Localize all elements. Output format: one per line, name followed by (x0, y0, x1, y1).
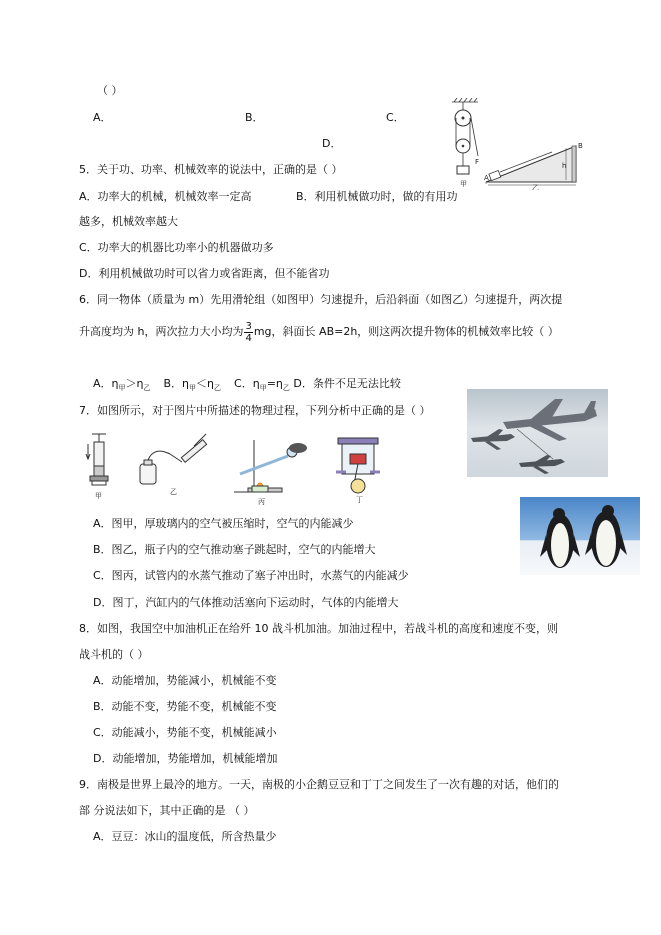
q6-stem: 6．同一物体（质量为 m）先用滑轮组（如图甲）匀速提升，后沿斜面（如图乙）匀速提升，两次提 (79, 293, 563, 306)
fraction-numerator: 3 (245, 320, 252, 332)
label-h: h (562, 162, 567, 170)
q4-paren: （ ） (97, 84, 123, 97)
q6-stem-line2 (79, 320, 559, 344)
incline-caption-yi: 乙 (532, 184, 539, 190)
q6-option-b: B．$\eta_甲<\eta_乙$ (163, 377, 222, 393)
fighter-jet-icon (471, 429, 515, 450)
q5-option-b: B．利用机械做功时，做的有用功 (296, 190, 458, 203)
q7-option-b: B．图乙，瓶子内的空气推动塞子跳起时，空气的内能增大 (93, 543, 376, 556)
q6-options (93, 377, 401, 395)
q7-option-c: C．图丙，试管内的水蒸气推动了塞子冲出时，水蒸气的内能减少 (93, 569, 409, 582)
q5-option-b-continued: 越多，机械效率越大 (79, 215, 178, 228)
q5-option-d: D．利用机械做功时可以省力或省距离，但不能省功 (79, 267, 330, 280)
caption-ding: 丁 (356, 496, 363, 504)
q7-stem: 7．如图所示，对于图片中所描述的物理过程，下列分析中正确的是（ ） (79, 404, 431, 417)
q4-option-d: D． (322, 137, 342, 150)
label-b: B (578, 142, 583, 150)
q9-option-a: A．豆豆：冰山的温度低，所含热量少 (93, 830, 277, 843)
fraction-denominator: 4 (245, 332, 252, 344)
hanging-weight (457, 166, 469, 174)
q8-stem-line2: 战斗机的（ ） (79, 648, 149, 661)
q7-option-d: D．图丁，汽缸内的气体推动活塞向下运动时，气体的内能增大 (93, 596, 399, 609)
q7-option-a: A．图甲，厚玻璃内的空气被压缩时，空气的内能减少 (93, 517, 354, 530)
q8-option-b: B．动能不变，势能不变，机械能不变 (93, 700, 277, 713)
bottle-pump-figure (140, 434, 207, 484)
force-label: F (475, 158, 480, 166)
q4-option-a: A． (93, 111, 112, 124)
penguin-icon (585, 505, 627, 567)
caption-bing: 丙 (258, 498, 265, 506)
ceiling-hatch (452, 98, 478, 102)
q8-option-a: A．动能增加，势能减小，机械能不变 (93, 674, 277, 687)
label-a: A (484, 174, 489, 182)
tanker-plane-icon (503, 399, 597, 441)
q6-line2-post: mg，斜面长 AB=2h，则这两次提升物体的机械效率比较（ ） (253, 325, 559, 338)
q5-option-c: C．功率大的机器比功率小的机器做功多 (79, 241, 274, 254)
penguin-icon (540, 508, 580, 568)
thermal-process-figures (84, 428, 414, 510)
q5-option-a: A．功率大的机械，机械效率一定高 (79, 190, 252, 203)
q5-stem: 5．关于功、功率、机械效率的说法中，正确的是（ ） (79, 163, 343, 176)
compression-cylinder-figure (86, 434, 108, 485)
caption-yi: 乙 (170, 488, 177, 496)
q8-option-d: D．动能增加，势能增加，机械能增加 (93, 752, 278, 765)
q9-stem: 9．南极是世界上最冷的地方。一天，南极的小企鹅豆豆和丁丁之间发生了一次有趣的对话，他们的 (79, 778, 559, 791)
q6-line2-pre: 升高度均为 h，两次拉力大小均为 (79, 325, 244, 338)
q4-option-c: C． (386, 111, 405, 124)
q8-stem: 8．如图，我国空中加油机正在给歼 10 战斗机加油。加油过程中，若战斗机的高度和速度不变，则 (79, 622, 558, 635)
q6-option-a: A．$\eta_甲>\eta_乙$ (93, 377, 151, 393)
fraction-three-quarters (244, 321, 252, 344)
q6-option-d: D．条件不足无法比较 (293, 377, 401, 390)
q8-option-c: C．动能减小，势能不变，机械能减小 (93, 726, 277, 739)
penguins-photo (520, 497, 640, 575)
fighter-jet-icon (519, 455, 565, 474)
pulley-caption-jia: 甲 (460, 180, 467, 188)
aircraft-refueling-photo (467, 389, 608, 477)
q4-option-b: B． (245, 111, 264, 124)
caption-jia: 甲 (95, 492, 102, 500)
engine-cylinder-figure (336, 438, 380, 493)
q9-stem-line2: 部 分说法如下，其中正确的是 （ ） (79, 804, 255, 817)
pulley-incline-figure (448, 98, 586, 190)
q6-option-c: C．$\eta_甲=\eta_乙$ (234, 377, 290, 393)
test-tube-steam-figure (234, 440, 307, 492)
